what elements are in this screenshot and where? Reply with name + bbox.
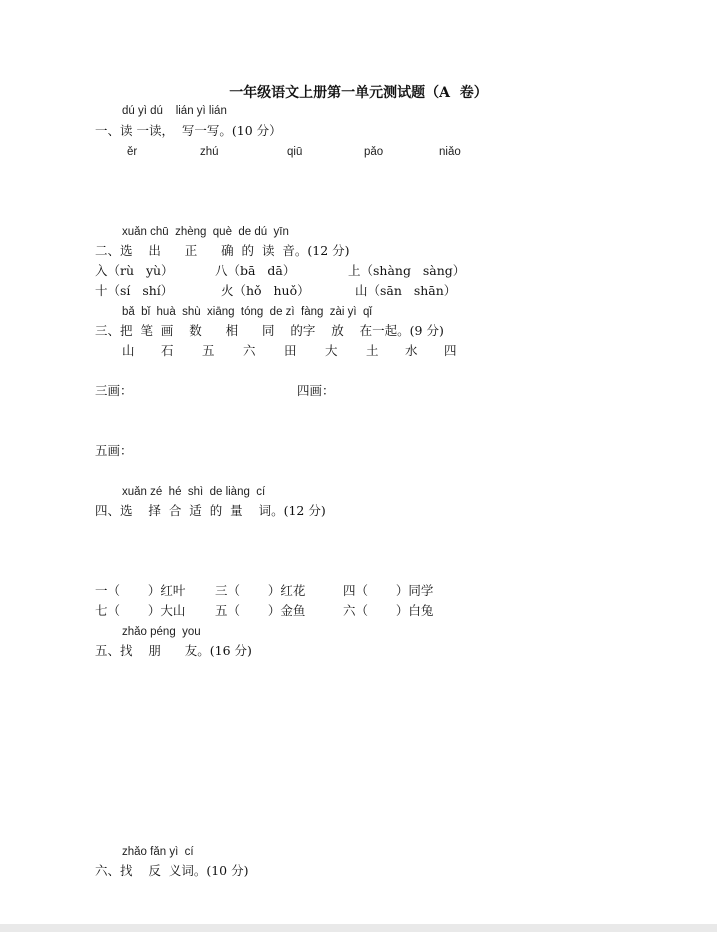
reading-choice: 上（shàng sàng） bbox=[348, 263, 466, 278]
stroke-char: 石 bbox=[161, 343, 174, 358]
stroke-char: 六 bbox=[243, 343, 256, 358]
section1-item: qiū bbox=[287, 146, 303, 158]
reading-choice: 火（hǒ huǒ） bbox=[221, 283, 310, 298]
stroke-char: 山 bbox=[122, 343, 135, 358]
section1-heading: 一、读 一读， 写一写。(10 分） bbox=[95, 123, 282, 138]
stroke-char: 四 bbox=[444, 343, 457, 358]
measure-word-blank: 四（ ）同学 bbox=[343, 583, 434, 598]
measure-word-blank: 五（ ）金鱼 bbox=[215, 603, 306, 618]
section4-heading: 四、选 择 合 适 的 量 词。(12 分) bbox=[95, 503, 326, 518]
measure-word-blank: 一（ ）红叶 bbox=[95, 583, 186, 598]
reading-choice: 十（sí shí） bbox=[95, 283, 174, 298]
section3-pinyin: bǎ bǐ huà shù xiāng tóng de zì fàng zài yì qǐ bbox=[122, 306, 372, 318]
section1-item: niǎo bbox=[439, 146, 461, 158]
five-stroke-label: 五画： bbox=[95, 443, 133, 458]
section1-item: pǎo bbox=[364, 146, 384, 158]
stroke-char: 大 bbox=[325, 343, 338, 358]
section1-item: ěr bbox=[127, 146, 138, 158]
stroke-char: 水 bbox=[405, 343, 418, 358]
section6-pinyin: zhǎo fǎn yì cí bbox=[122, 846, 194, 858]
section2-heading: 二、选 出 正 确 的 读 音。(12 分) bbox=[95, 243, 350, 258]
section6-heading: 六、找 反 义词。(10 分) bbox=[95, 863, 249, 878]
page-bottom-edge bbox=[0, 924, 717, 932]
page-title: 一年级语文上册第一单元测试题（A 卷） bbox=[229, 85, 488, 101]
section1-pinyin: dú yì dú lián yì lián bbox=[122, 105, 227, 117]
measure-word-blank: 七（ ）大山 bbox=[95, 603, 186, 618]
stroke-char: 田 bbox=[284, 343, 297, 358]
section2-pinyin: xuǎn chū zhèng què de dú yīn bbox=[122, 226, 289, 238]
reading-choice: 山（sān shān） bbox=[355, 283, 457, 298]
section5-pinyin: zhǎo péng you bbox=[122, 626, 201, 638]
stroke-char: 土 bbox=[366, 343, 379, 358]
measure-word-blank: 三（ ）红花 bbox=[215, 583, 306, 598]
stroke-char: 五 bbox=[202, 343, 215, 358]
section4-pinyin: xuǎn zé hé shì de liàng cí bbox=[122, 486, 266, 498]
reading-choice: 八（bā dā） bbox=[215, 263, 296, 278]
section3-heading: 三、把 笔 画 数 相 同 的字 放 在一起。(9 分) bbox=[95, 323, 444, 338]
section5-heading: 五、找 朋 友。(16 分) bbox=[95, 643, 252, 658]
section1-item: zhú bbox=[200, 146, 219, 158]
measure-word-blank: 六（ ）白兔 bbox=[343, 603, 434, 618]
three-stroke-label: 三画： bbox=[95, 383, 133, 398]
reading-choice: 入（rù yù） bbox=[95, 263, 174, 278]
four-stroke-label: 四画： bbox=[297, 383, 335, 398]
